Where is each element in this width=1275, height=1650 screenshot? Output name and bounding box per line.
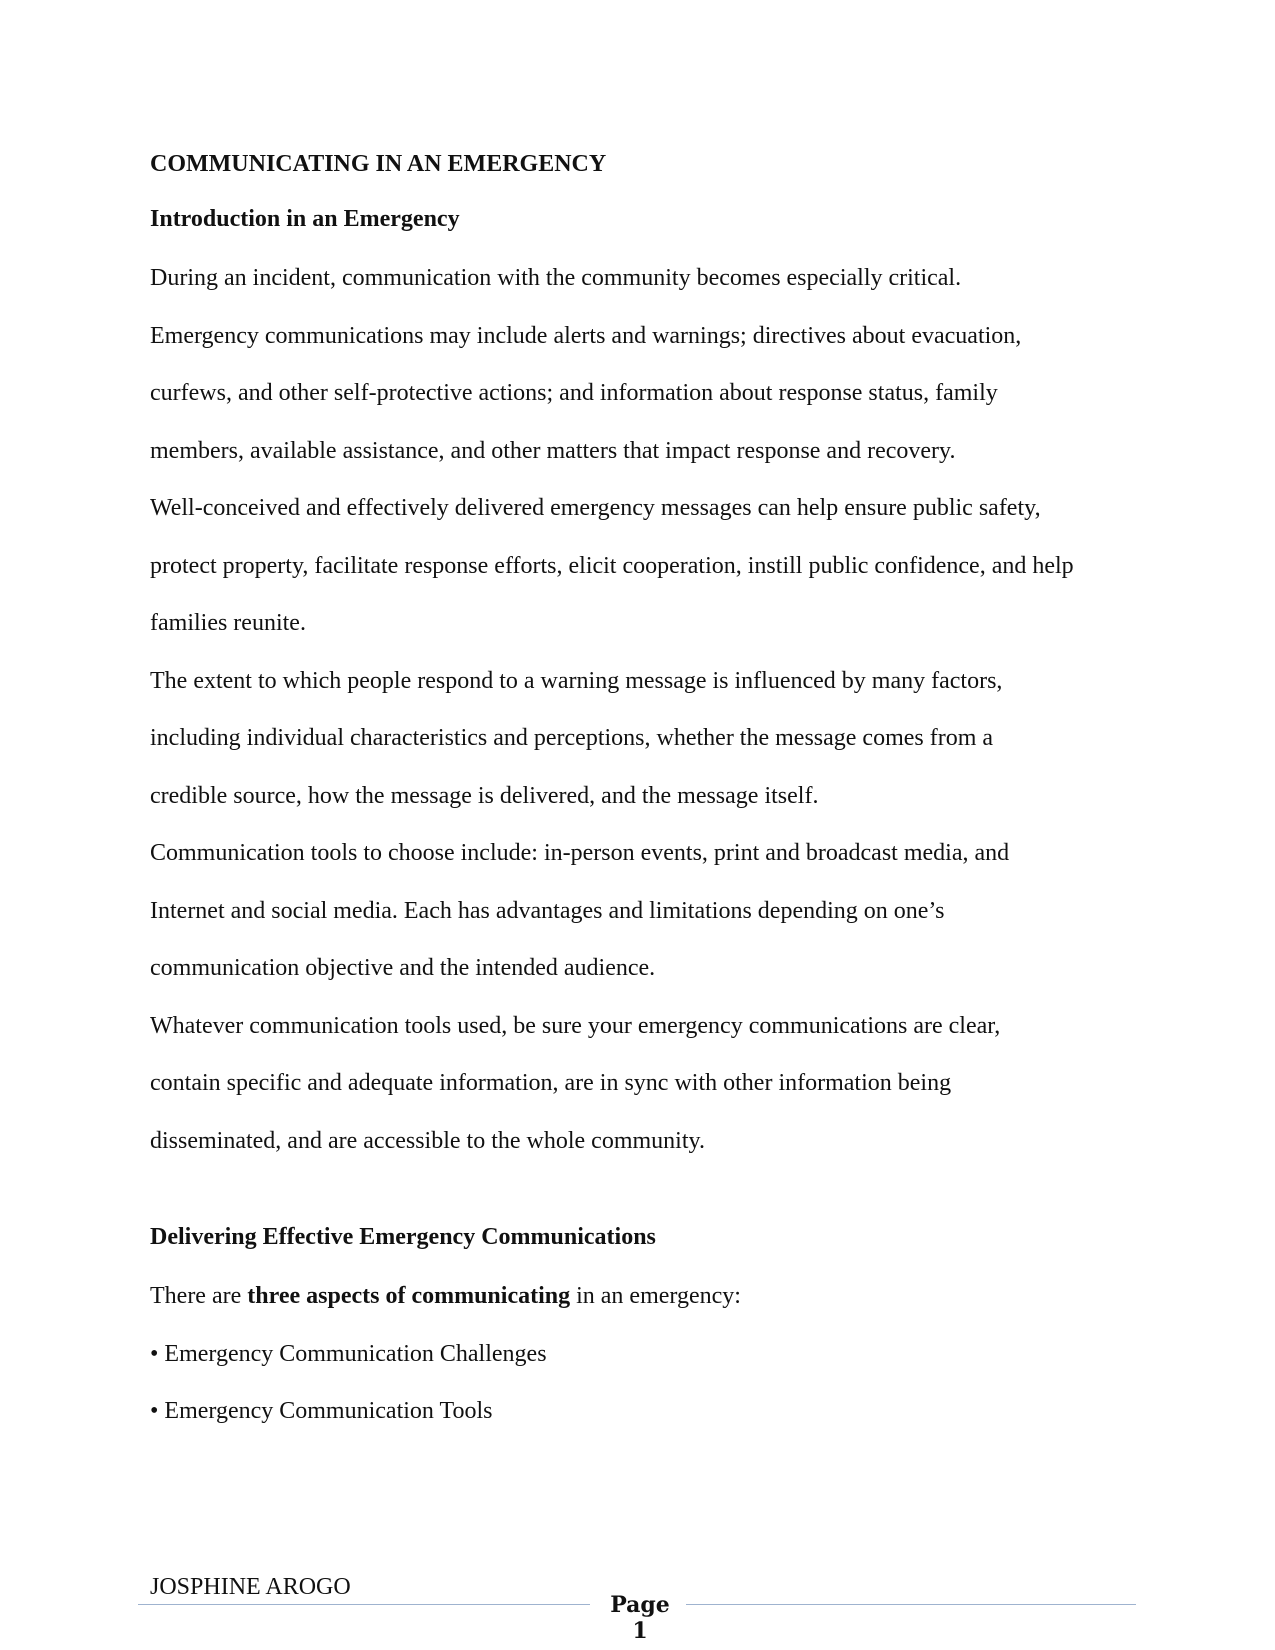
footer-author: JOSPHINE AROGO — [150, 1574, 351, 1600]
bullet-item: • Emergency Communication Tools — [150, 1398, 493, 1424]
footer-rule-left — [138, 1604, 590, 1605]
document-page — [150, 150, 1130, 1441]
intro-paragraph-4: Communication tools to choose include: in-person events, print and broadcast media, and Internet and social media. Each has advantages and limitations depending on one’s communication objective and the intended audience. — [150, 840, 1010, 981]
document-title: COMMUNICATING IN AN EMERGENCY — [150, 151, 607, 177]
aspects-intro-after: in an emergency: — [570, 1283, 741, 1309]
delivering-heading: Delivering Effective Emergency Communications — [150, 1224, 656, 1250]
intro-paragraph-1: During an incident, communication with the community becomes especially critical. Emergency communications may include alerts and warnings; directives about evacuation, curfews, and other self-protective actions; and information about response status, family members, available assistance, and other matters that impact response and recovery. — [150, 265, 1022, 464]
page-footer — [138, 1573, 1136, 1644]
aspects-intro-bold: three aspects of communicating — [247, 1283, 571, 1309]
intro-heading: Introduction in an Emergency — [150, 206, 460, 232]
footer-rule-right — [686, 1604, 1136, 1605]
intro-paragraph-5: Whatever communication tools used, be sure your emergency communications are clear, contain specific and adequate information, are in sync with other information being disseminated, and are accessible to the whole community. — [150, 1012, 1001, 1154]
aspects-intro-before: There are — [150, 1283, 248, 1309]
page-number: Page 1 — [610, 1592, 670, 1644]
intro-paragraph-2: Well-conceived and effectively delivered emergency messages can help ensure public safety, protect property, facilitate response efforts, elicit cooperation, instill public confidence, and help families reunite. — [150, 495, 1074, 636]
aspects-intro — [150, 1268, 1130, 1326]
intro-paragraph-3: The extent to which people respond to a warning message is influenced by many factors, including individual characteristics and perceptions, whether the message comes from a credible source, how the message is delivered, and the message itself. — [150, 667, 1003, 809]
bullet-item: • Emergency Communication Challenges — [150, 1340, 547, 1367]
